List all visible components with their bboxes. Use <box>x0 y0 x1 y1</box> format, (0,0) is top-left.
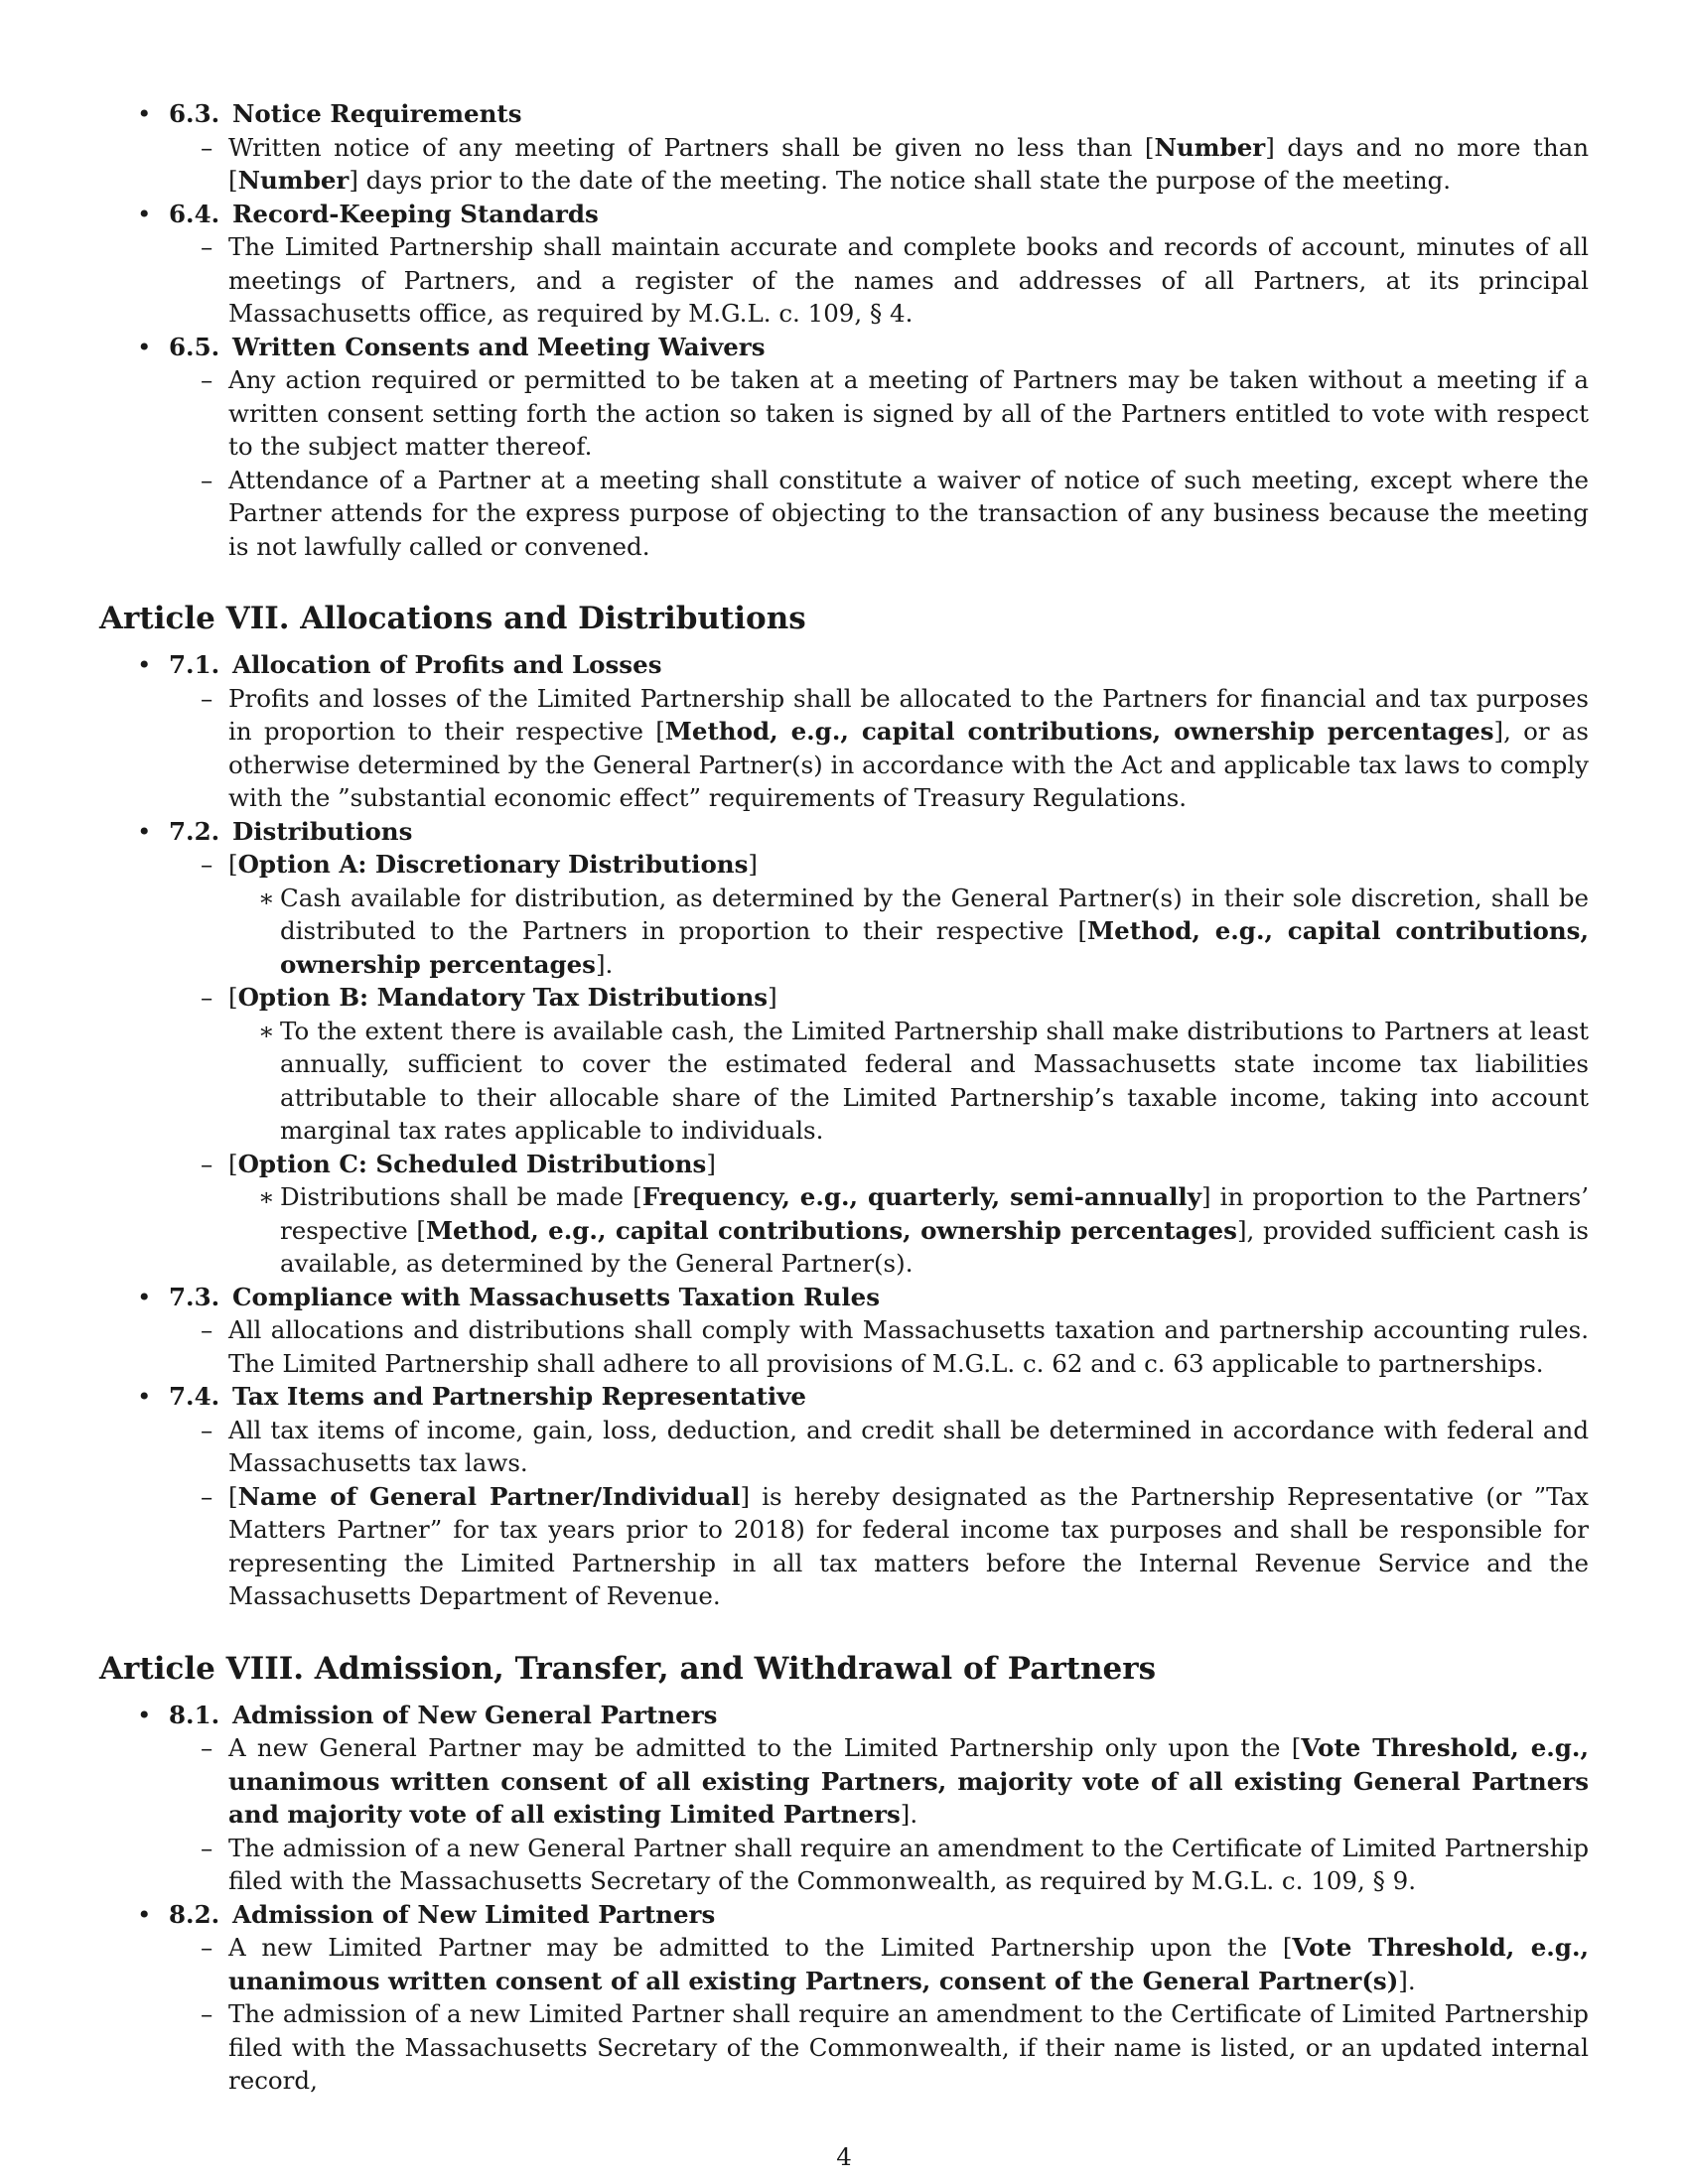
text-run: ], provided sufficient cash is available, as determined by the General Partner(s). <box>280 1215 1589 1278</box>
section-title: Record-Keeping Standards <box>232 199 599 228</box>
section-heading <box>137 648 1589 682</box>
placeholder-field: Method, e.g., capital contributions, ownership percentages <box>280 916 1589 979</box>
dash-marker: – <box>201 683 213 713</box>
dash-marker: – <box>201 1933 213 1962</box>
list-item <box>169 1731 1589 1832</box>
section <box>99 1281 1589 1381</box>
section-title: Admission of New General Partners <box>232 1700 718 1729</box>
section <box>99 1699 1589 1898</box>
list-item <box>169 1148 1589 1181</box>
bullet-icon: • <box>137 1282 152 1311</box>
dash-marker: – <box>201 1999 213 2028</box>
section-heading <box>137 1699 1589 1732</box>
text-run: Profits and losses of the Limited Partnership shall be allocated to the Partners for financial and tax purposes in proportion to their respective [ <box>228 683 1589 746</box>
text-run: ]. <box>900 1800 918 1829</box>
section <box>99 1898 1589 2098</box>
text-run: A new Limited Partner may be admitted to the Limited Partnership upon the [ <box>228 1933 1293 1962</box>
text-run: A new General Partner may be admitted to the Limited Partnership only upon the [ <box>228 1733 1302 1762</box>
section-title: Compliance with Massachusetts Taxation Rules <box>232 1282 881 1311</box>
list-item <box>169 1414 1589 1480</box>
text-run: ]. <box>595 949 614 979</box>
text-run: ] <box>768 983 777 1012</box>
placeholder-field: Vote Threshold, e.g., unanimous written consent of all existing Partners, majority vote of all existing General Partners and majority vote of all existing Limited Partners <box>228 1733 1589 1829</box>
text-run: ] days and no more than [ <box>228 132 1589 195</box>
text-run: The admission of a new Limited Partner shall require an amendment to the Certificate of Limited Partnership filed with the Massachusetts Secretary of the Commonwealth, if their name is listed, or an updated internal record, <box>228 1999 1589 2095</box>
section-title: Distributions <box>232 816 413 846</box>
page-number: 4 <box>836 2142 852 2171</box>
section-heading <box>137 1898 1589 1932</box>
section-number: 8.2. <box>169 1899 220 1929</box>
article-8-heading: Article VIII. Admission, Transfer, and Withdrawal of Partners <box>99 1650 1157 1687</box>
text-run: The Limited Partnership shall maintain accurate and complete books and records of account, minutes of all meetings of Partners, and a register of the names and addresses of all Partners, at its principal Massachusetts office, as required by M.G.L. c. 109, § 4. <box>228 232 1589 328</box>
dash-marker: – <box>201 465 213 494</box>
section-heading <box>137 97 1589 131</box>
article-6-continuation <box>99 97 1589 563</box>
section <box>99 1380 1589 1613</box>
text-run: The admission of a new General Partner shall require an amendment to the Certificate of Limited Partnership filed with the Massachusetts Secretary of the Commonwealth, as required by M.G.L. c. 109, § 9. <box>228 1833 1589 1895</box>
text-run: [ <box>228 983 238 1012</box>
sub-list-item <box>169 882 1589 982</box>
placeholder-field: Method, e.g., capital contributions, ownership percentages <box>425 1215 1237 1245</box>
list-item <box>169 1313 1589 1380</box>
section-title: Admission of New Limited Partners <box>232 1899 716 1929</box>
bullet-icon: • <box>137 99 152 128</box>
text-run: ] is hereby designated as the Partnership Representative (or ”Tax Matters Partner” for tax years prior to 2018) for federal income tax purposes and shall be responsible for representing the Limited Partnership in all tax matters before the Internal Revenue Service and the Massachusetts Department of Revenue. <box>228 1481 1589 1610</box>
text-run: To the extent there is available cash, the Limited Partnership shall make distributions to Partners at least annually, sufficient to cover the estimated federal and Massachusetts state income tax liabilities attributable to their allocable share of the Limited Partnership’s taxable income, taking into account marginal tax rates applicable to individuals. <box>280 1016 1589 1145</box>
section-number: 7.1. <box>169 650 220 679</box>
article-7-body <box>99 648 1589 1613</box>
list-item <box>169 848 1589 882</box>
section-title: Allocation of Profits and Losses <box>232 650 662 679</box>
section-title: Notice Requirements <box>232 99 522 128</box>
text-run: Attendance of a Partner at a meeting shall constitute a waiver of notice of such meeting, except where the Partner attends for the express purpose of objecting to the transaction of any business because the meeting is not lawfully called or convened. <box>228 465 1589 561</box>
list-item <box>169 682 1589 815</box>
placeholder-field: Vote Threshold, e.g., unanimous written consent of all existing Partners, consent of the General Partner(s) <box>228 1933 1590 1995</box>
section-heading <box>137 331 1589 364</box>
text-run: ] <box>748 850 758 879</box>
dash-marker: – <box>201 365 213 394</box>
placeholder-field: Number <box>237 166 350 195</box>
text-run: [ <box>228 850 238 879</box>
placeholder-field: Name of General Partner/Individual <box>237 1481 741 1511</box>
list-item <box>169 363 1589 464</box>
placeholder-field: Option B: Mandatory Tax Distributions <box>237 983 769 1012</box>
bullet-icon: • <box>137 332 152 361</box>
page-content <box>99 97 1589 2098</box>
asterisk-marker: ∗ <box>258 883 275 912</box>
section-heading <box>137 1281 1589 1314</box>
bullet-icon: • <box>137 1382 152 1411</box>
text-run: Cash available for distribution, as determined by the General Partner(s) in their sole discretion, shall be distributed to the Partners in proportion to their respective [ <box>280 883 1589 945</box>
text-run: ], or as otherwise determined by the General Partner(s) in accordance with the Act and applicable tax laws to comply with the ”substantial economic effect” requirements of Treasury Regulations. <box>228 717 1589 812</box>
section <box>99 648 1589 815</box>
list-item <box>169 1480 1589 1613</box>
dash-marker: – <box>201 1733 213 1762</box>
text-run: ]. <box>1398 1966 1416 1995</box>
text-run: All allocations and distributions shall comply with Massachusetts taxation and partnership accounting rules. The Limited Partnership shall adhere to all provisions of M.G.L. c. 62 and c. 63 applicable to partnerships. <box>228 1315 1589 1378</box>
section-title: Written Consents and Meeting Waivers <box>232 332 766 361</box>
section-number: 7.2. <box>169 816 220 846</box>
text-run: [ <box>228 1481 238 1511</box>
dash-marker: – <box>201 1481 213 1511</box>
section-number: 8.1. <box>169 1700 220 1729</box>
section <box>99 331 1589 564</box>
dash-marker: – <box>201 132 213 162</box>
dash-marker: – <box>201 983 213 1012</box>
section-heading <box>137 815 1589 849</box>
article-8-body <box>99 1699 1589 2098</box>
section-number: 7.4. <box>169 1382 220 1411</box>
dash-marker: – <box>201 1415 213 1444</box>
section-heading <box>137 198 1589 231</box>
sub-list-item <box>169 1180 1589 1281</box>
dash-marker: – <box>201 850 213 879</box>
bullet-icon: • <box>137 650 152 679</box>
text-run: ] days prior to the date of the meeting. The notice shall state the purpose of the meeting. <box>349 166 1452 195</box>
sub-list-item <box>169 1015 1589 1148</box>
list-item <box>169 1997 1589 2098</box>
dash-marker: – <box>201 232 213 261</box>
dash-marker: – <box>201 1833 213 1862</box>
list-item <box>169 1832 1589 1898</box>
list-item <box>169 1931 1589 1997</box>
section-number: 6.5. <box>169 332 220 361</box>
bullet-icon: • <box>137 1899 152 1929</box>
placeholder-field: Frequency, e.g., quarterly, semi-annually <box>641 1182 1201 1211</box>
text-run: All tax items of income, gain, loss, deduction, and credit shall be determined in accordance with federal and Massachusetts tax laws. <box>228 1415 1589 1477</box>
text-run: Distributions shall be made [ <box>280 1182 642 1211</box>
list-item <box>169 230 1589 331</box>
list-item <box>169 464 1589 564</box>
asterisk-marker: ∗ <box>258 1016 275 1045</box>
placeholder-field: Option A: Discretionary Distributions <box>237 850 749 879</box>
list-item <box>169 131 1589 198</box>
section-title: Tax Items and Partnership Representative <box>232 1382 807 1411</box>
dash-marker: – <box>201 1149 213 1178</box>
placeholder-field: Number <box>1154 132 1266 162</box>
text-run: Written notice of any meeting of Partners shall be given no less than [ <box>228 132 1155 162</box>
dash-marker: – <box>201 1315 213 1344</box>
text-run: ] in proportion to the Partners’ respective [ <box>280 1182 1590 1245</box>
section-number: 6.3. <box>169 99 220 128</box>
bullet-icon: • <box>137 199 152 228</box>
list-item <box>169 981 1589 1015</box>
text-run: [ <box>228 1149 238 1178</box>
article-7-heading: Article VII. Allocations and Distributions <box>99 601 806 636</box>
section <box>99 815 1589 1281</box>
bullet-icon: • <box>137 816 152 846</box>
text-run: Any action required or permitted to be taken at a meeting of Partners may be taken without a meeting if a written consent setting forth the action so taken is signed by all of the Partners entitled to vote with respect to the subject matter thereof. <box>228 365 1589 461</box>
section <box>99 198 1589 331</box>
section-number: 6.4. <box>169 199 220 228</box>
placeholder-field: Method, e.g., capital contributions, ownership percentages <box>664 717 1494 746</box>
bullet-icon: • <box>137 1700 152 1729</box>
section-number: 7.3. <box>169 1282 220 1311</box>
section <box>99 97 1589 198</box>
section-heading <box>137 1380 1589 1414</box>
placeholder-field: Option C: Scheduled Distributions <box>237 1149 707 1178</box>
asterisk-marker: ∗ <box>258 1182 275 1211</box>
text-run: ] <box>706 1149 716 1178</box>
